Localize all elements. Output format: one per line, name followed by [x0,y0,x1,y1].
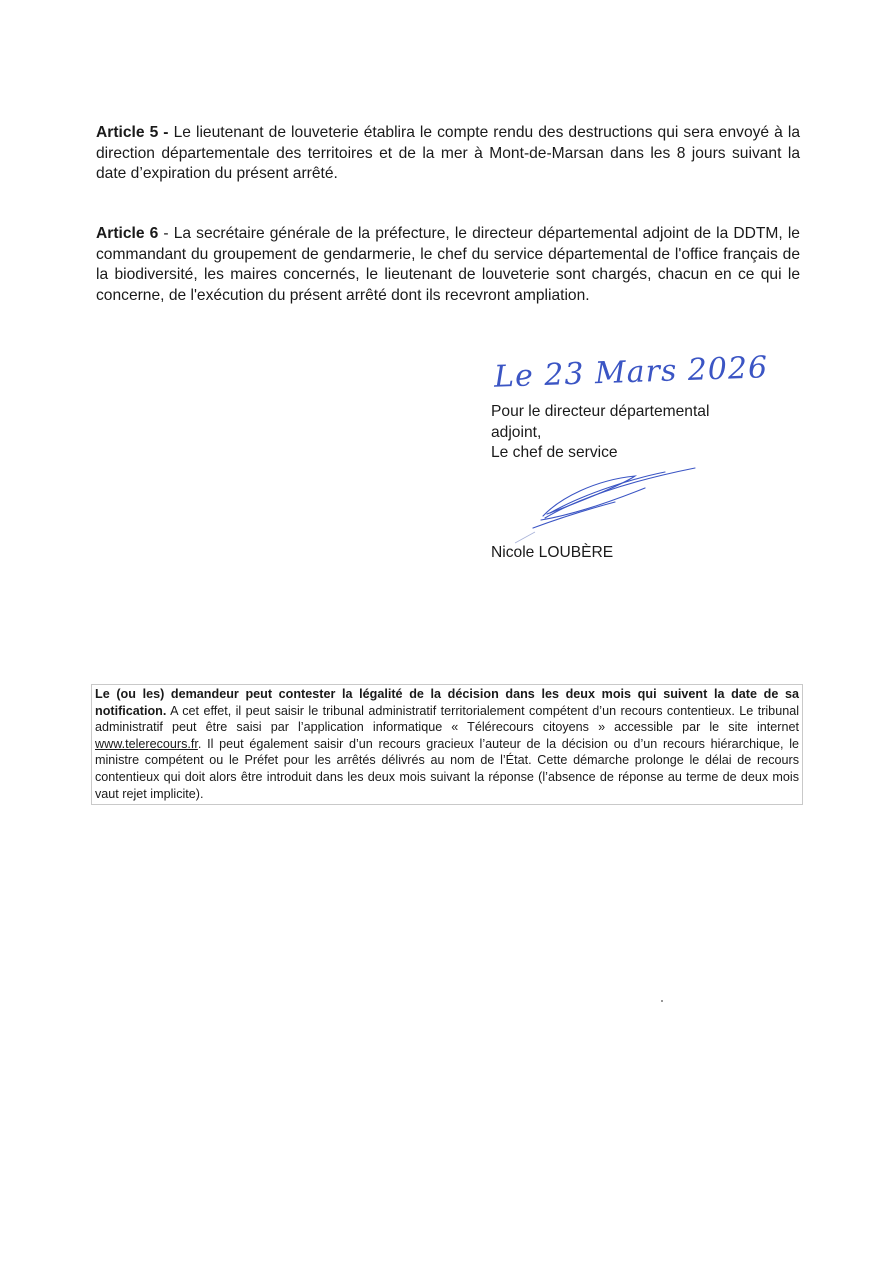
article-5-text: Le lieutenant de louveterie établira le compte rendu des destructions qui sera envoyé à la direction départementale des territoires et de la mer à Mont-de-Marsan dans les 8 jours suivant la date d’expiration du présent arrêté. [96,124,800,183]
signer-line-3: Le chef de service [491,444,618,462]
article-6-label: Article 6 [96,225,159,242]
handwritten-date [490,342,780,400]
article-5 [96,123,800,185]
appeal-notice-text-2: . Il peut également saisir d’un recours gracieux l’auteur de la décision ou d’un recours hiérarchique, le ministre compétent ou le Préfet pour les arrêtés délivrés au nom de l’État. Cette démarche prolonge le délai de recours contentieux qui doit alors être introduit dans les deux mois suivant la réponse (l’absence de réponse au terme de deux mois vaut rejet implicite). [95,736,799,801]
handwritten-date-text: Le 23 Mars 2026 [493,350,769,395]
article-6 [96,224,800,306]
signer-name: Nicole LOUBÈRE [491,544,614,561]
signer-title-block [491,402,791,464]
appeal-notice-box [91,684,803,805]
article-5-label: Article 5 - [96,124,169,141]
signer-line-2: adjoint, [491,423,542,441]
article-6-text: - La secrétaire générale de la préfecture, le directeur départemental adjoint de la DDTM, le commandant du groupement de gendarmerie, le chef du service départemental de l'office français de la biodiversité, les maires concernés, le lieutenant de louveterie sont chargés, chacun en ce qui le concerne, de l'exécution du présent arrêté dont ils recevront ampliation. [96,225,800,304]
appeal-notice-text-1: A cet effet, il peut saisir le tribunal administratif territorialement compétent d’un recours contentieux. Le tribunal administratif peut être saisi par l’application informatique « Télérecours citoyens » accessible par le site internet [95,703,799,735]
telerecours-link[interactable]: www.telerecours.fr [95,736,198,751]
scan-speck [661,1000,663,1002]
appeal-notice-heading: Le (ou les) demandeur peut contester la légalité de la décision dans les deux mois qui suivent la date de sa notification. [95,687,799,718]
handwritten-signature [505,458,715,548]
signer-line-1: Pour le directeur départemental [491,403,710,420]
